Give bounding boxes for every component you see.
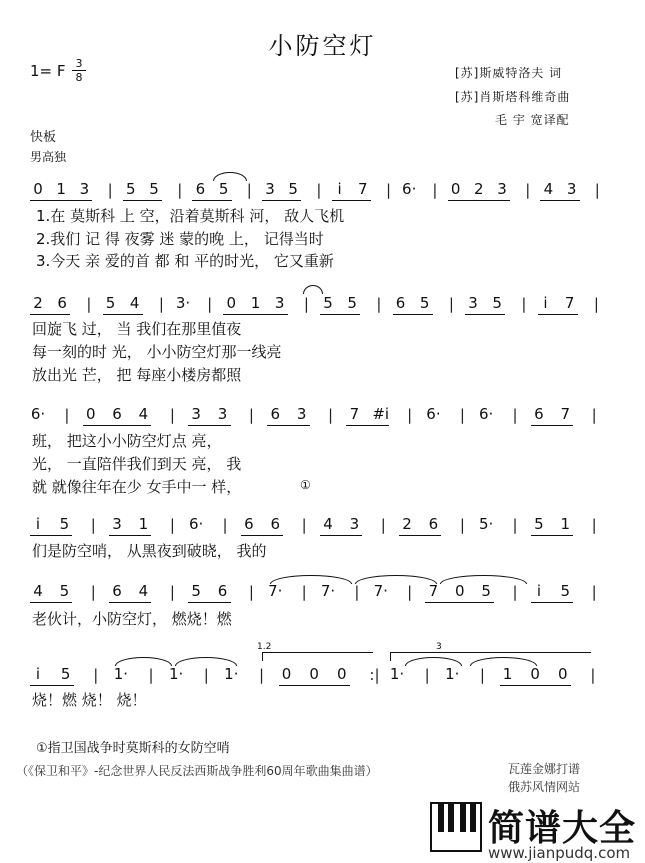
note: 0 bbox=[309, 665, 319, 683]
note: 5 bbox=[492, 294, 502, 312]
note: i bbox=[543, 294, 548, 312]
barline: | bbox=[301, 516, 307, 534]
note: 6 bbox=[195, 180, 206, 198]
staff-line-4 bbox=[30, 515, 618, 537]
note: 5 bbox=[419, 294, 430, 312]
note: 1 bbox=[138, 515, 149, 533]
barline: | bbox=[301, 583, 307, 601]
note: 1 bbox=[56, 180, 66, 198]
note: 2 bbox=[474, 180, 484, 198]
barline: | bbox=[593, 295, 599, 313]
translator-credit: 毛 宇 宽译配 bbox=[495, 113, 570, 127]
note: 4 bbox=[33, 582, 43, 600]
note: 0 bbox=[226, 294, 237, 312]
beam-line bbox=[540, 199, 579, 201]
barline: | bbox=[407, 583, 413, 601]
note: 3 bbox=[112, 515, 122, 533]
note: 4 bbox=[129, 294, 140, 312]
note: i bbox=[536, 582, 541, 600]
tie-mark bbox=[213, 172, 247, 181]
note: 5 bbox=[560, 582, 571, 600]
lyric-line-6: 烧！燃 烧！ 烧！ bbox=[32, 691, 147, 709]
lyric-line-2-verse-3: 放出光 芒， 把 每座小楼房都照 bbox=[32, 366, 242, 384]
note: 7· bbox=[373, 582, 388, 600]
note: 7 bbox=[349, 405, 360, 423]
note: 2 bbox=[402, 515, 412, 533]
beam-line bbox=[399, 534, 441, 536]
note: 3 bbox=[468, 294, 478, 312]
note: 0 bbox=[281, 665, 292, 683]
beam-line bbox=[425, 601, 494, 603]
beam-line bbox=[538, 313, 578, 315]
time-sig-bottom: 8 bbox=[75, 71, 83, 84]
beam-line bbox=[241, 534, 283, 536]
note: 0 bbox=[557, 665, 568, 683]
note: 6· bbox=[402, 180, 417, 198]
tie-mark bbox=[270, 575, 352, 584]
staff-line-6 bbox=[30, 665, 618, 687]
note: 4 bbox=[323, 515, 333, 533]
note: 6· bbox=[479, 405, 494, 423]
beam-line bbox=[30, 601, 72, 603]
note: 6· bbox=[30, 405, 46, 423]
note: 5 bbox=[534, 515, 544, 533]
song-title: 小防空灯 bbox=[268, 32, 377, 60]
barline: | bbox=[169, 406, 175, 424]
note: 1 bbox=[560, 515, 571, 533]
beam-line bbox=[320, 313, 360, 315]
note: 5 bbox=[347, 294, 357, 312]
beam-line bbox=[262, 199, 301, 201]
note: 6 bbox=[217, 582, 228, 600]
barline: | bbox=[479, 666, 485, 684]
barline: | bbox=[376, 295, 382, 313]
barline: :| bbox=[369, 666, 380, 684]
note: 5· bbox=[479, 515, 494, 533]
lyric-line-1-verse-2: 2.我们 记 得 夜雾 迷 蒙的晚 上， 记得当时 bbox=[36, 230, 324, 248]
barline: | bbox=[512, 516, 518, 534]
barline: | bbox=[424, 666, 430, 684]
note: 6 bbox=[428, 515, 439, 533]
barline: | bbox=[158, 295, 164, 313]
note: 7 bbox=[428, 582, 439, 600]
note: 1· bbox=[113, 665, 128, 683]
note: i bbox=[35, 515, 41, 533]
note: 5 bbox=[60, 665, 71, 683]
note: 7 bbox=[358, 180, 368, 198]
barline: | bbox=[169, 516, 175, 534]
beam-line bbox=[30, 199, 92, 201]
note: 7 bbox=[560, 405, 571, 423]
note: 3 bbox=[274, 294, 285, 312]
staff-line-1 bbox=[30, 180, 618, 202]
note: 6 bbox=[244, 515, 254, 533]
note: 3 bbox=[296, 405, 307, 423]
note: 6· bbox=[426, 405, 441, 423]
tempo-marking: 快板 bbox=[30, 130, 57, 145]
barline: | bbox=[316, 181, 322, 199]
note: 3 bbox=[79, 180, 90, 198]
beam-line bbox=[531, 424, 573, 426]
barline: | bbox=[248, 583, 254, 601]
note: 1· bbox=[389, 665, 405, 683]
note: 0 bbox=[33, 180, 43, 198]
note: 5 bbox=[59, 515, 70, 533]
note: 5 bbox=[481, 582, 491, 600]
note: 5 bbox=[191, 582, 201, 600]
staff-line-5 bbox=[30, 582, 618, 604]
lyricist-credit: [苏]斯威特洛夫 词 bbox=[455, 66, 563, 80]
note: 3 bbox=[191, 405, 201, 423]
transcriber-note: 瓦莲金娜打谱 bbox=[508, 762, 581, 776]
beam-line bbox=[223, 313, 287, 315]
lyric-line-2-verse-2: 每一刻的时 光， 小小防空灯那一线亮 bbox=[32, 343, 282, 361]
note: 4 bbox=[543, 180, 554, 198]
note: 2 bbox=[33, 294, 43, 312]
barline: | bbox=[512, 583, 518, 601]
lyric-line-4: 们是防空哨， 从黑夜到破晓， 我的 bbox=[32, 542, 267, 560]
tie-mark bbox=[440, 575, 527, 584]
lyric-line-3-verse-3: 就 就像往年在少 女手中一 样， bbox=[32, 478, 242, 496]
note: 6 bbox=[395, 294, 406, 312]
note: 6 bbox=[112, 405, 122, 423]
note: 1· bbox=[224, 665, 239, 683]
note: 5 bbox=[126, 180, 136, 198]
barline: | bbox=[448, 295, 454, 313]
time-sig-top: 3 bbox=[75, 57, 83, 70]
barline: | bbox=[459, 516, 465, 534]
note: i bbox=[337, 180, 342, 198]
note: 5 bbox=[288, 180, 298, 198]
lyric-line-2-verse-1: 回旋飞 过， 当 我们在那里值夜 bbox=[32, 320, 242, 338]
lyric-line-1-verse-1: 1.在 莫斯科 上 空，沿着莫斯科 河， 敌人飞机 bbox=[36, 207, 345, 225]
note: 5 bbox=[59, 582, 70, 600]
barline: | bbox=[177, 181, 183, 199]
beam-line bbox=[448, 199, 510, 201]
barline: | bbox=[432, 181, 438, 199]
barline: | bbox=[386, 181, 392, 199]
website-note: 俄苏风情网站 bbox=[508, 780, 581, 794]
barline: | bbox=[591, 516, 597, 534]
composer-credit: [苏]肖斯塔科维奇曲 bbox=[455, 90, 571, 104]
staff-line-3 bbox=[30, 405, 618, 427]
time-signature bbox=[72, 58, 86, 83]
barline: | bbox=[354, 583, 360, 601]
barline: | bbox=[107, 181, 113, 199]
barline: | bbox=[407, 406, 413, 424]
beam-line bbox=[30, 313, 70, 315]
beam-line bbox=[188, 424, 230, 426]
note: 1· bbox=[168, 665, 184, 683]
note: 1 bbox=[250, 294, 261, 312]
barline: | bbox=[590, 666, 596, 684]
first-ending-label: 1.2 bbox=[257, 642, 272, 652]
note: 1 bbox=[502, 665, 513, 683]
staff-line-2 bbox=[30, 294, 618, 316]
barline: | bbox=[459, 406, 465, 424]
barline: | bbox=[203, 666, 209, 684]
voice-marking: 男高独 bbox=[30, 150, 67, 164]
second-ending-label: 3 bbox=[436, 642, 442, 652]
note: 1· bbox=[445, 665, 460, 683]
barline: | bbox=[90, 583, 96, 601]
lyric-line-3-verse-2: 光， 一直陪伴我们到天 亮， 我 bbox=[32, 455, 242, 473]
barline: | bbox=[525, 181, 531, 199]
beam-line bbox=[109, 601, 151, 603]
barline: | bbox=[521, 295, 527, 313]
piano-icon bbox=[430, 802, 482, 852]
note: 6 bbox=[57, 294, 67, 312]
site-logo[interactable] bbox=[430, 800, 644, 863]
note: 0 bbox=[85, 405, 96, 423]
beam-line bbox=[188, 601, 230, 603]
lyric-line-3-verse-1: 班， 把这小小防空灯点 亮， bbox=[32, 432, 222, 450]
beam-line bbox=[103, 313, 143, 315]
logo-brand: 简谱大全 bbox=[488, 808, 637, 849]
lyric-line-1-verse-3: 3.今天 亲 爱的首 都 和 平的时光， 它又重新 bbox=[36, 252, 334, 270]
note: 3· bbox=[175, 294, 191, 312]
note: 6 bbox=[534, 405, 544, 423]
beam-line bbox=[465, 313, 505, 315]
note: 6 bbox=[270, 515, 281, 533]
tie-mark bbox=[175, 657, 237, 666]
barline: | bbox=[222, 516, 228, 534]
note: 6· bbox=[189, 515, 204, 533]
tie-mark bbox=[355, 575, 437, 584]
barline: | bbox=[86, 295, 92, 313]
footnote: ①指卫国战争时莫斯科的女防空哨 bbox=[36, 741, 230, 756]
barline: | bbox=[591, 406, 597, 424]
lyric-line-5: 老伙计，小防空灯， 燃烧！燃 bbox=[32, 610, 232, 628]
beam-line bbox=[279, 684, 350, 686]
note: 0 bbox=[450, 180, 461, 198]
note: 4 bbox=[138, 582, 149, 600]
barline: | bbox=[169, 583, 175, 601]
barline: | bbox=[248, 406, 254, 424]
note: #i bbox=[372, 405, 390, 423]
barline: | bbox=[64, 406, 70, 424]
note: 7· bbox=[320, 582, 336, 600]
beam-line bbox=[267, 424, 309, 426]
note: 3 bbox=[566, 180, 577, 198]
beam-line bbox=[346, 424, 388, 426]
note: 0 bbox=[530, 665, 540, 683]
beam-line bbox=[332, 199, 371, 201]
beam-line bbox=[109, 534, 151, 536]
note: 5 bbox=[218, 180, 229, 198]
note: 5 bbox=[149, 180, 159, 198]
beam-line bbox=[192, 199, 231, 201]
beam-line bbox=[123, 199, 162, 201]
beam-line bbox=[531, 534, 573, 536]
footnote-marker: ① bbox=[300, 478, 311, 492]
beam-line bbox=[531, 601, 573, 603]
note: 3 bbox=[349, 515, 360, 533]
beam-line bbox=[320, 534, 362, 536]
note: 7 bbox=[564, 294, 575, 312]
note: 6 bbox=[112, 582, 122, 600]
note: 7· bbox=[268, 582, 283, 600]
barline: | bbox=[93, 666, 99, 684]
first-ending-bracket bbox=[257, 642, 373, 661]
note: 0 bbox=[455, 582, 465, 600]
note: i bbox=[35, 665, 41, 683]
note: 3 bbox=[265, 180, 275, 198]
note: 5 bbox=[105, 294, 116, 312]
note: 6 bbox=[270, 405, 281, 423]
tie-mark bbox=[303, 285, 323, 294]
beam-line bbox=[30, 684, 74, 686]
beam-line bbox=[30, 534, 72, 536]
barline: | bbox=[380, 516, 386, 534]
beam-line bbox=[83, 424, 152, 426]
barline: | bbox=[207, 295, 213, 313]
logo-url: www.jianpudq.com bbox=[488, 844, 631, 862]
beam-line bbox=[500, 684, 571, 686]
barline: | bbox=[591, 583, 597, 601]
barline: | bbox=[512, 406, 518, 424]
barline: | bbox=[328, 406, 334, 424]
note: 4 bbox=[138, 405, 149, 423]
barline: | bbox=[90, 516, 96, 534]
note: 3 bbox=[497, 180, 507, 198]
barline: | bbox=[303, 295, 309, 313]
beam-line bbox=[393, 313, 433, 315]
barline: | bbox=[594, 181, 600, 199]
note: 0 bbox=[337, 665, 347, 683]
tie-mark bbox=[115, 657, 172, 666]
barline: | bbox=[148, 666, 154, 684]
barline: | bbox=[246, 181, 252, 199]
source-note: （《保卫和平》-纪念世界人民反法西斯战争胜利60周年歌曲集曲谱） bbox=[16, 764, 378, 778]
note: 5 bbox=[323, 294, 333, 312]
barline: | bbox=[258, 666, 264, 684]
key-signature: 1= F bbox=[30, 62, 66, 80]
note: 3 bbox=[217, 405, 228, 423]
